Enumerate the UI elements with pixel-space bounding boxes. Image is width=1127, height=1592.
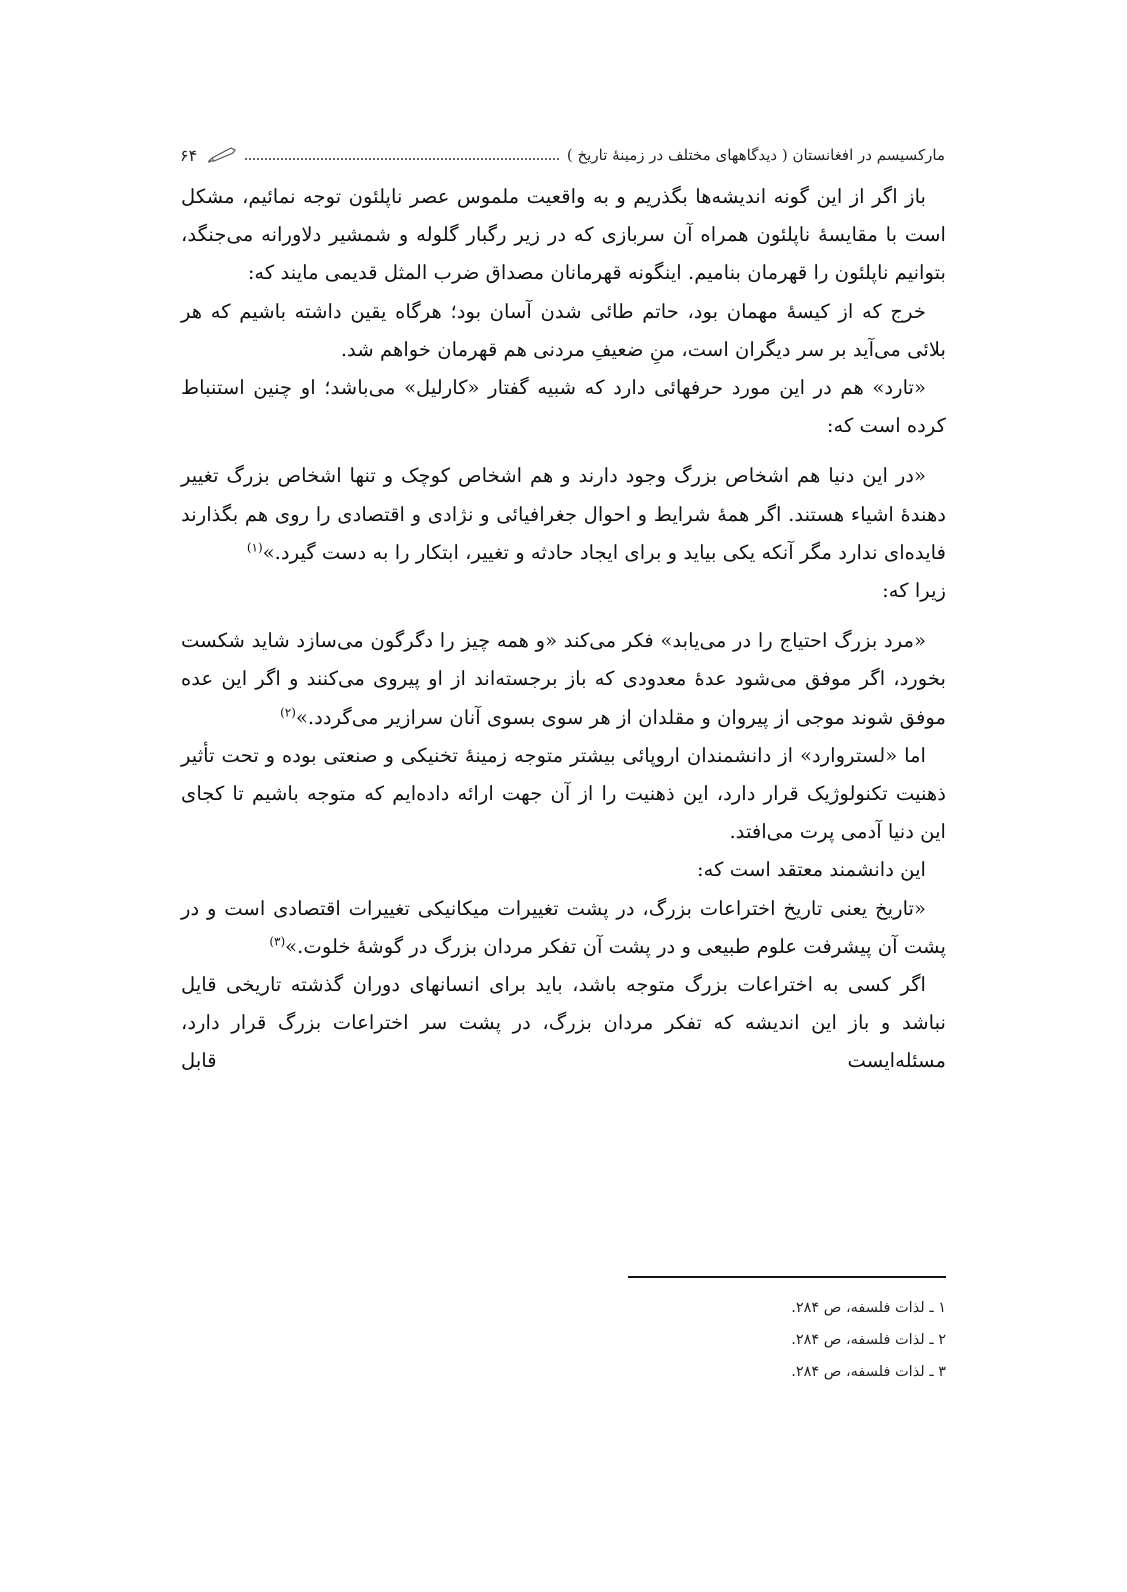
page-number: ۶۴ [180, 145, 198, 165]
quote-1-text: «در این دنیا هم اشخاص بزرگ وجود دارند و هم اشخاص کوچک و تنها اشخاص بزرگ تغییر دهندهٔ اشیاء هستند. اگر همهٔ شرایط و احوال جغرافیائی و نژادی و اقتصادی را روی هم بگذارند فایده‌ای ندارد مگر آنکه یکی بیاید و برای ایجاد حادثه و تغییر، ابتکار را به دست گیرد.» [181, 464, 946, 564]
footnote-divider [628, 1276, 946, 1278]
quote-3 [181, 890, 946, 966]
paragraph-5: این دانشمند معتقد است که: [697, 858, 926, 882]
quote-1 [181, 457, 946, 572]
footnotes [546, 1292, 946, 1388]
footnote-ref-2: (۲) [280, 705, 296, 720]
paragraph-4: اما «لستروارد» از دانشمندان اروپائی بیشتر متوجه زمینهٔ تخنیکی و صنعتی بوده و تحت تأثیر ذهنیت تکنولوژیک قرار دارد، این ذهنیت را از آن جهت ارائه داده‌ایم که متوجه باشیم تا کجای این دنیا آدمی پرت می‌افتد. [181, 743, 946, 844]
footnote-2: ۲ ـ لذات فلسفه، ص ۲۸۴. [791, 1332, 946, 1348]
paragraph-3: «تارد» هم در این مورد حرفهائی دارد که شبیه گفتار «کارلیل» می‌باشد؛ او چنین استنباط کرده است که: [181, 376, 946, 438]
footnote-3: ۳ ـ لذات فلسفه، ص ۲۸۴. [791, 1364, 946, 1380]
footnote-ref-1: (۱) [246, 540, 263, 555]
paragraph-1: باز اگر از این گونه اندیشه‌ها بگذریم و به واقعیت ملموس عصر ناپلئون توجه نمائیم، مشکل است با مقایسهٔ ناپلئون همراه آن سربازی که در زیر رگبار گلوله و شمشیر دلاورانه می‌جنگد، بتوانیم ناپلئون را قهرمان بنامیم. اینگونه قهرمانان مصداق ضرب المثل قدیمی مایند که: [181, 185, 946, 285]
paragraph-2: خرج که از کیسهٔ مهمان بود، حاتم طائی شدن آسان بود؛ هرگاه یقین داشته باشیم که هر بلائی می‌آید بر سر دیگران است، منِ ضعیفِ مردنی هم قهرمان خواهم شد. [181, 299, 946, 361]
running-title: مارکسیسم در افغانستان ( دیدگاههای مختلف در زمینهٔ تاریخ ) [566, 146, 945, 164]
running-header [180, 143, 945, 167]
zira-line: زیرا که: [882, 579, 946, 603]
footnote-ref-3: (۳) [269, 934, 286, 949]
main-text [181, 178, 946, 1081]
pen-icon [207, 146, 237, 164]
footnote-1: ۱ ـ لذات فلسفه، ص ۲۸۴. [791, 1300, 946, 1316]
dotted-leader [245, 158, 559, 160]
quote-2 [181, 622, 946, 737]
paragraph-6: اگر کسی به اختراعات بزرگ متوجه باشد، باید برای انسانهای دوران گذشته تاریخی قایل نباشد و باز این اندیشه که تفکر مردان بزرگ، در پشت سر اختراعات بزرگ قرار دارد، مسئله‌ایست قابل [181, 973, 946, 1073]
quote-3-text: «تاریخ یعنی تاریخ اختراعات بزرگ، در پشت تغییرات میکانیکی تغییرات اقتصادی است و در پشت آن پیشرفت علوم طبیعی و در پشت آن تفکر مردان بزرگ در گوشهٔ خلوت.» [181, 896, 946, 958]
quote-2-text: «مرد بزرگ احتیاج را در می‌یابد» فکر می‌کند «و همه چیز را دگرگون می‌سازد شاید شکست بخورد، اگر موفق می‌شود عدهٔ معدودی که باز برجسته‌اند از او پیروی می‌کنند و اگر این عده موفق شوند موجی از پیروان و مقلدان از هر سوی بسوی آنان سرازیر می‌گردد.» [181, 629, 946, 729]
